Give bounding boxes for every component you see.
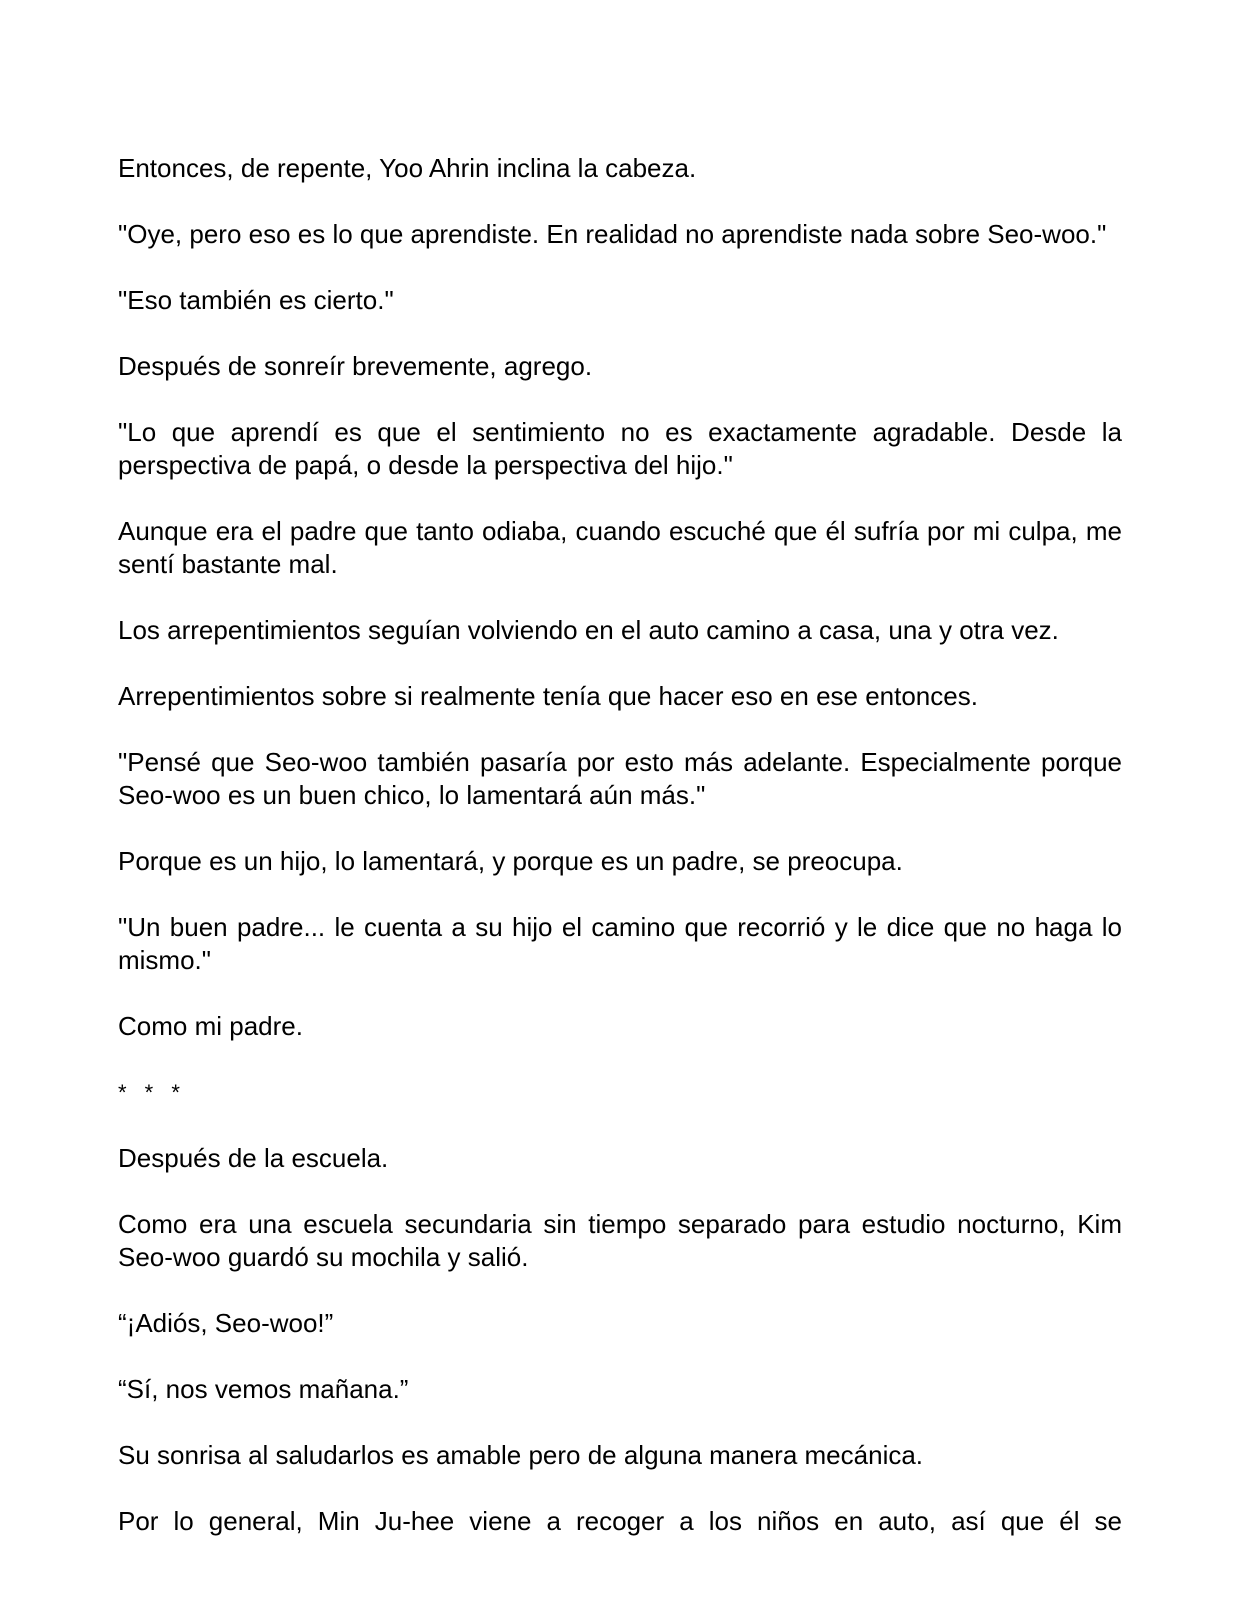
paragraph: Después de sonreír brevemente, agrego. <box>118 351 593 381</box>
paragraph: Como mi padre. <box>118 1011 303 1041</box>
paragraph: Aunque era el padre que tanto odiaba, cuando escuché que él sufría por mi culpa, me sentí bastante mal. <box>118 516 1122 579</box>
document-body <box>118 152 1122 1571</box>
paragraph: Como era una escuela secundaria sin tiempo separado para estudio nocturno, Kim Seo-woo guardó su mochila y salió. <box>118 1209 1122 1272</box>
section-separator: * * * <box>118 1080 186 1105</box>
paragraph: Después de la escuela. <box>118 1143 389 1173</box>
paragraph: Su sonrisa al saludarlos es amable pero de alguna manera mecánica. <box>118 1440 924 1470</box>
paragraph: "Eso también es cierto." <box>118 285 394 315</box>
paragraph: “Sí, nos vemos mañana.” <box>118 1374 409 1404</box>
paragraph: "Oye, pero eso es lo que aprendiste. En realidad no aprendiste nada sobre Seo-woo." <box>118 219 1107 249</box>
paragraph: "Pensé que Seo-woo también pasaría por esto más adelante. Especialmente porque Seo-woo es un buen chico, lo lamentará aún más." <box>118 747 1122 810</box>
paragraph: “¡Adiós, Seo-woo!” <box>118 1308 334 1338</box>
paragraph: "Lo que aprendí es que el sentimiento no es exactamente agradable. Desde la perspectiva de papá, o desde la perspectiva del hijo." <box>118 417 1122 480</box>
paragraph: "Un buen padre... le cuenta a su hijo el camino que recorrió y le dice que no haga lo mismo." <box>118 912 1122 975</box>
paragraph: Los arrepentimientos seguían volviendo en el auto camino a casa, una y otra vez. <box>118 615 1059 645</box>
paragraph-cut-off: Por lo general, Min Ju-hee viene a recoger a los niños en auto, así que él se <box>118 1506 1122 1536</box>
paragraph: Porque es un hijo, lo lamentará, y porque es un padre, se preocupa. <box>118 846 903 876</box>
paragraph: Entonces, de repente, Yoo Ahrin inclina la cabeza. <box>118 153 697 183</box>
paragraph: Arrepentimientos sobre si realmente tenía que hacer eso en ese entonces. <box>118 681 978 711</box>
